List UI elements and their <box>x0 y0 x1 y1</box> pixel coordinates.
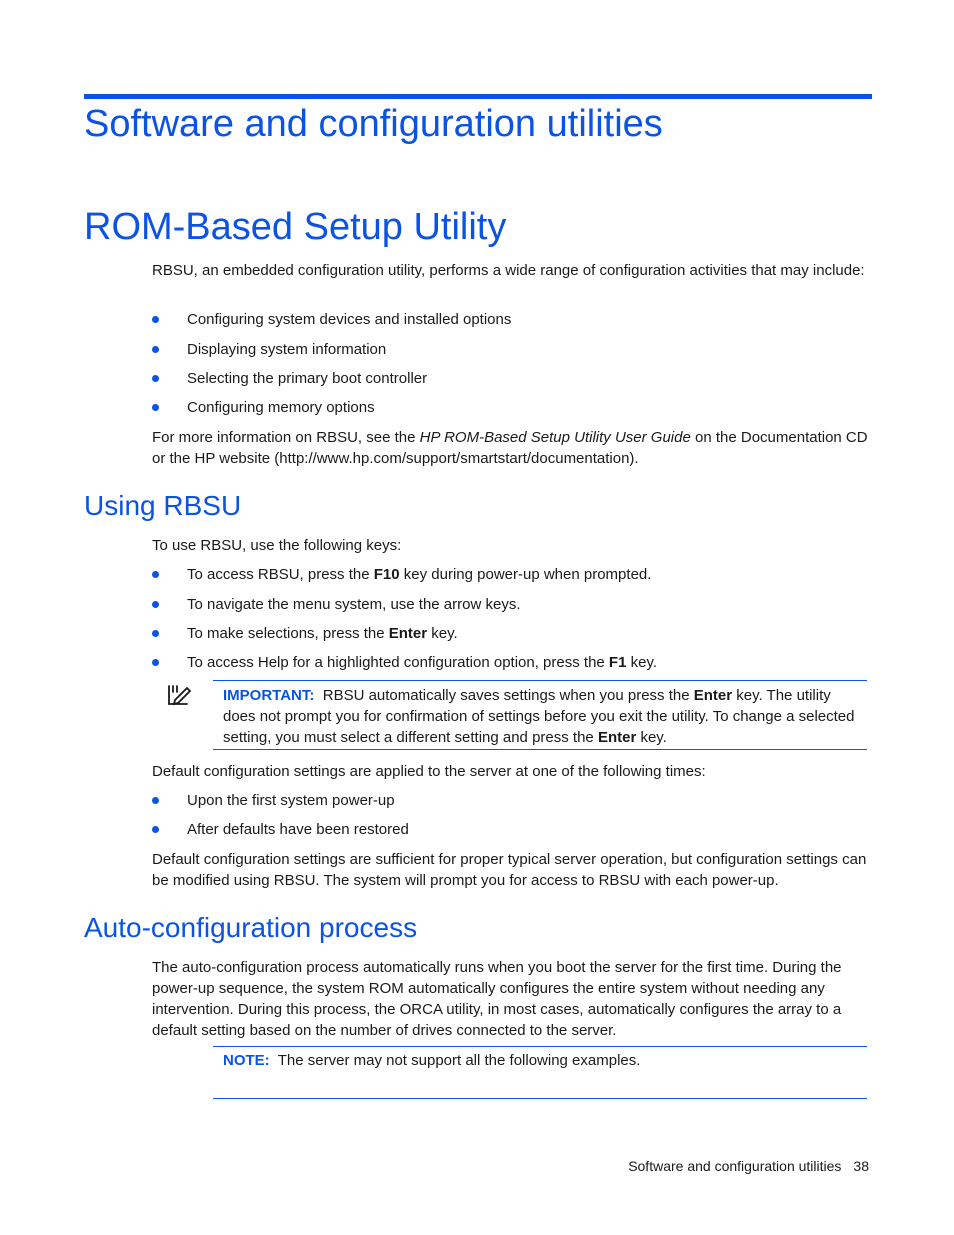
guide-title: HP ROM-Based Setup Utility User Guide <box>419 429 691 446</box>
using-intro: To use RBSU, use the following keys: <box>152 537 402 554</box>
bullet-dot-icon <box>152 659 159 666</box>
bullet-dot-icon <box>152 571 159 578</box>
important-callout: IMPORTANT: RBSU automatically saves settings when you press the Enter key. The utility does not prompt you for confirmation of settings before you exit the utility. To change a selected setting, you must select a different setting and press the Enter key. <box>213 680 867 750</box>
page-footer <box>628 1158 869 1174</box>
bullet-dot-icon <box>152 316 159 323</box>
page-number: 38 <box>853 1158 869 1174</box>
chapter-top-rule <box>84 94 872 99</box>
bullet-dot-icon <box>152 404 159 411</box>
key-f10: F10 <box>373 566 400 583</box>
auto-config-heading: Auto-configuration process <box>84 912 418 943</box>
bullet-dot-icon <box>152 346 159 353</box>
bullet-dot-icon <box>152 630 159 637</box>
rbsu-intro: RBSU, an embedded configuration utility, performs a wide range of configuration activities that may include: <box>152 262 865 279</box>
bullet-dot-icon <box>152 797 159 804</box>
key-enter: Enter <box>388 625 428 642</box>
using-rbsu-heading: Using RBSU <box>84 490 242 521</box>
defaults-note: Default configuration settings are sufficient for proper typical server operation, but configuration settings can be modified using RBSU. The system will prompt you for access to RBSU with each power-up. <box>152 851 867 889</box>
important-label: IMPORTANT: <box>223 687 315 704</box>
note-callout: NOTE: The server may not support all the following examples. <box>213 1046 867 1099</box>
chapter-title: Software and configuration utilities <box>84 103 663 145</box>
defaults-intro: Default configuration settings are applied to the server at one of the following times: <box>152 763 706 780</box>
rbsu-more-info: For more information on RBSU, see the HP ROM-Based Setup Utility User Guide on the Documentation CD or the HP website (http://www.hp.com/support/smartstart/documentation). <box>152 429 868 467</box>
bullet-dot-icon <box>152 826 159 833</box>
important-pencil-icon <box>166 683 192 707</box>
footer-section: Software and configuration utilities <box>628 1158 842 1174</box>
note-label: NOTE: <box>223 1052 270 1069</box>
auto-config-body: The auto-configuration process automatically runs when you boot the server for the first time. During the power-up sequence, the system ROM automatically configures the entire system without needing any intervention. During this process, the ORCA utility, in most cases, automatically configures the array to a default setting based on the number of drives connected to the server. <box>152 959 842 1039</box>
bullet-dot-icon <box>152 375 159 382</box>
bullet-dot-icon <box>152 601 159 608</box>
rbsu-heading: ROM-Based Setup Utility <box>84 206 507 248</box>
key-f1: F1 <box>608 654 627 671</box>
